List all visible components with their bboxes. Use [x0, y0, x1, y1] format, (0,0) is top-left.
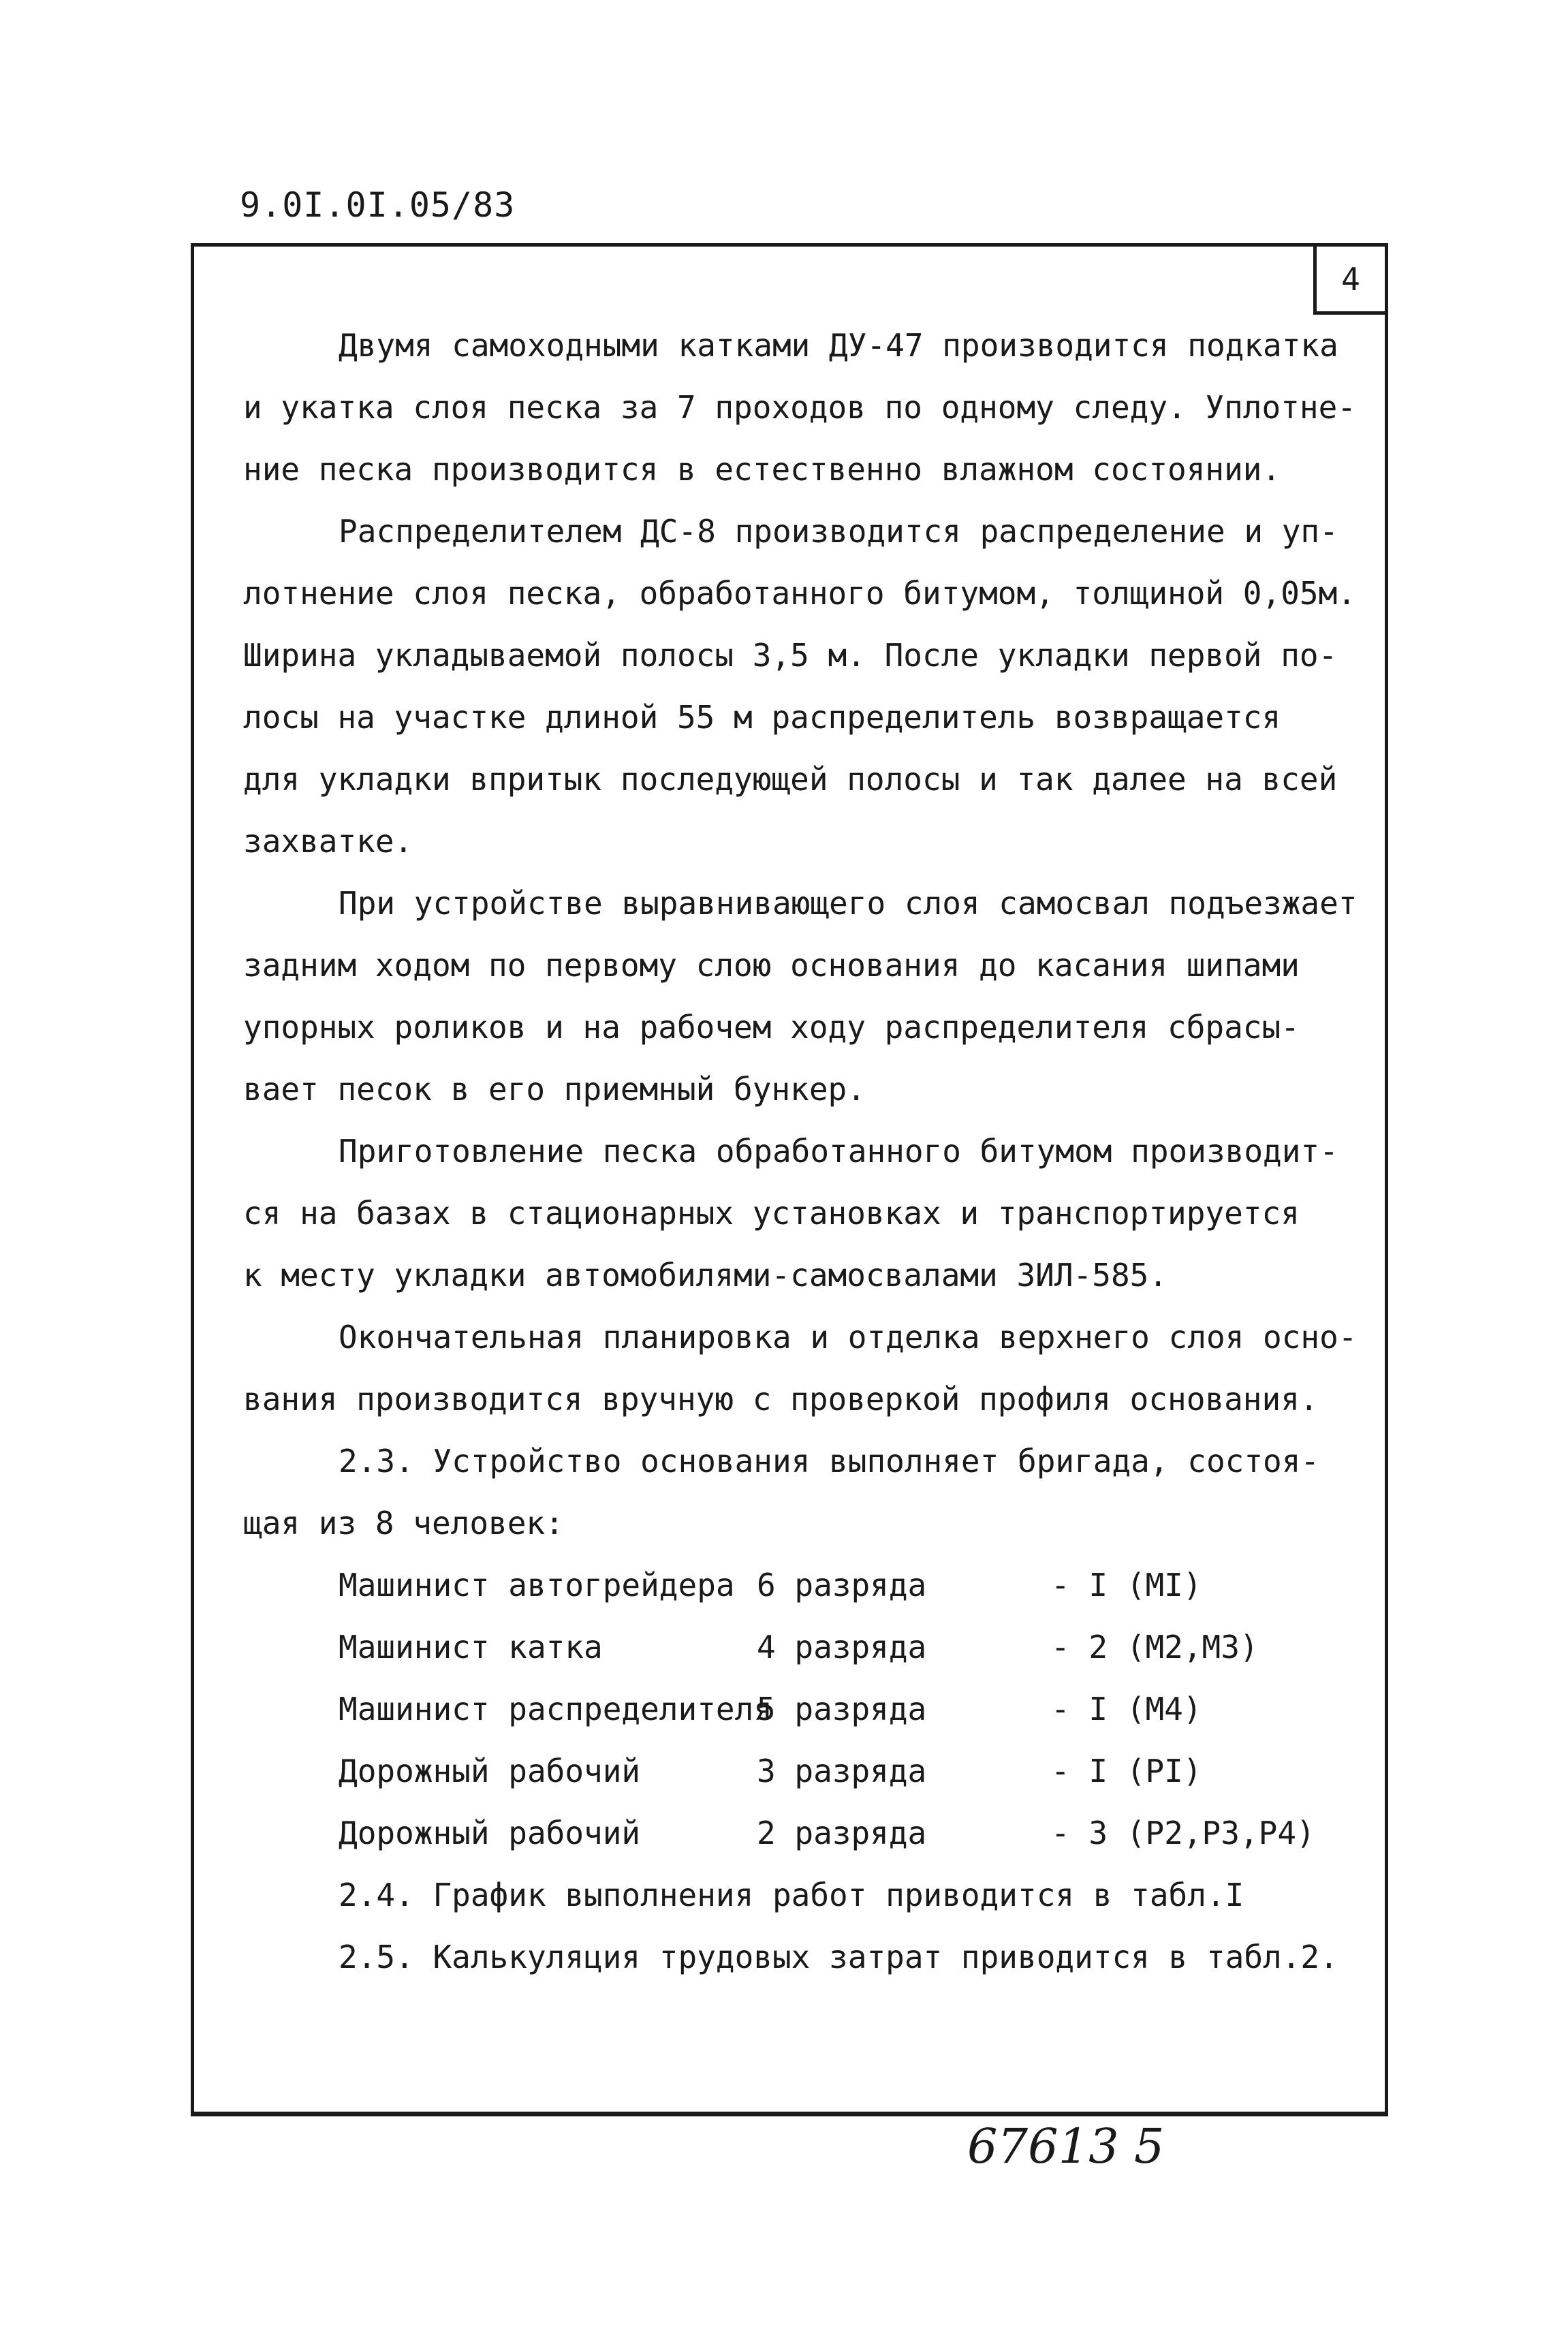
crew-row — [243, 1554, 1374, 1616]
crew-count: - 3 (P2,P3,P4) — [1051, 1815, 1315, 1851]
text-line: для укладки впритык последующей полосы и так далее на всей — [243, 761, 1338, 798]
text-line: Ширина укладываемой полосы 3,5 м. После укладки первой по- — [243, 637, 1338, 674]
text-line: упорных роликов и на рабочем ходу распределителя сбрасы- — [243, 1009, 1300, 1046]
page-frame — [191, 243, 1388, 2116]
crew-grade: 5 разряда — [757, 1691, 927, 1727]
crew-role: Дорожный рабочий — [339, 1815, 641, 1851]
crew-role: Дорожный рабочий — [339, 1753, 641, 1789]
crew-row — [243, 1740, 1374, 1802]
crew-row — [243, 1678, 1374, 1740]
crew-grade: 6 разряда — [757, 1567, 927, 1603]
crew-count: - 2 (M2,M3) — [1051, 1629, 1259, 1665]
text-line: Двумя самоходными катками ДУ-47 производится подкатка — [339, 327, 1338, 364]
text-line: Приготовление песка обработанного битумом производит- — [339, 1133, 1338, 1170]
crew-count: - I (MI) — [1051, 1567, 1202, 1603]
crew-role: Машинист катка — [339, 1629, 603, 1665]
text-line: щая из 8 человек: — [243, 1505, 564, 1541]
crew-role: Машинист автогрейдера — [339, 1567, 735, 1603]
page-number: 4 — [1313, 243, 1388, 315]
crew-row — [243, 1802, 1374, 1864]
text-line: захватке. — [243, 823, 413, 860]
note-line: 2.4. График выполнения работ приводится в табл.I — [339, 1877, 1244, 1913]
crew-row — [243, 1616, 1374, 1678]
text-line: вания производится вручную с проверкой профиля основания. — [243, 1381, 1319, 1418]
crew-grade: 2 разряда — [757, 1815, 927, 1851]
text-line: задним ходом по первому слою основания до касания шипами — [243, 947, 1300, 984]
text-line: и укатка слоя песка за 7 проходов по одному следу. Уплотне- — [243, 389, 1356, 426]
note-line: 2.5. Калькуляция трудовых затрат приводится в табл.2. — [339, 1939, 1338, 1975]
text-line: При устройстве выравнивающего слоя самосвал подъезжает — [339, 885, 1358, 922]
crew-role: Машинист распределителя — [339, 1691, 772, 1727]
text-line: ние песка производится в естественно влажном состоянии. — [243, 451, 1281, 488]
archive-stamp: 67613 5 — [967, 2118, 1165, 2174]
crew-count: - I (M4) — [1051, 1691, 1202, 1727]
crew-grade: 3 разряда — [757, 1753, 927, 1789]
text-line: Окончательная планировка и отделка верхнего слоя осно- — [339, 1319, 1358, 1356]
text-line: 2.3. Устройство основания выполняет бригада, состоя- — [339, 1443, 1320, 1479]
text-line: вает песок в его приемный бункер. — [243, 1071, 866, 1108]
document-code: 9.0I.0I.05/83 — [240, 185, 516, 225]
text-line: лосы на участке длиной 55 м распределитель возвращается — [243, 699, 1281, 736]
crew-count: - I (PI) — [1051, 1753, 1202, 1789]
crew-grade: 4 разряда — [757, 1629, 927, 1665]
text-line: Распределителем ДС-8 производится распределение и уп- — [339, 513, 1338, 550]
body-text — [243, 315, 1374, 1988]
text-line: ся на базах в стационарных установках и транспортируется — [243, 1195, 1300, 1232]
text-line: к месту укладки автомобилями-самосвалами ЗИЛ-585. — [243, 1257, 1168, 1294]
text-line: лотнение слоя песка, обработанного битумом, толщиной 0,05м. — [243, 575, 1356, 612]
